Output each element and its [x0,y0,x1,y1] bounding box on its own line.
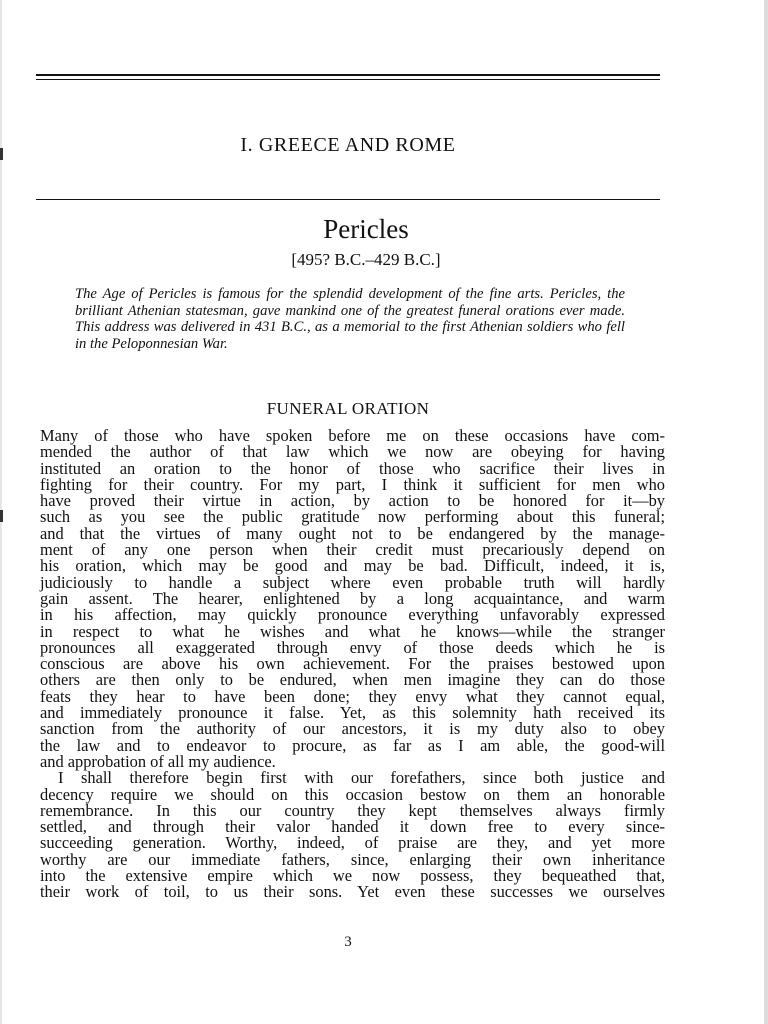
body-line: pronounces all exaggerated through envy of those deeds which he is [40,637,665,657]
body-line: succeeding generation. Worthy, indeed, of praise are they, and yet more [40,833,665,853]
body-line: sanction from the authority of our ancestors, it is my duty also to obey [40,719,665,739]
article-dates: [495? B.C.–429 B.C.] [291,250,441,269]
body-line: ment of any one person when their credit must precariously depend on [40,540,665,560]
body-line: instituted an oration to the honor of those who sacrifice their lives in [40,458,665,478]
body-line: into the extensive empire which we now possess, they bequeathed that, [40,866,665,886]
body-line: and approbation of all my audience. [40,751,276,771]
page-number: 3 [344,934,352,950]
body-line: mended the author of that law which we now are obeying for having [40,442,665,462]
body-line: and that the virtues of many ought not to be endangered by the manage- [40,523,665,543]
article-title: Pericles [323,214,409,244]
body-line: Many of those who have spoken before me on these occasions have com- [40,426,665,445]
body-line: conscious are above his own achievement. For the praises bestowed upon [40,654,665,674]
body-line: and immediately pronounce it false. Yet, as this solemnity hath received its [40,703,665,723]
body-line: the law and to endeavor to procure, as far as I am able, the good-will [40,735,665,755]
body-line: judiciously to handle a subject where even probable truth will hardly [40,572,665,592]
body-line: remembrance. In this our country they kept themselves always firmly [40,800,665,820]
article-intro: The Age of Pericles is famous for the splendid development of the fine arts. Pericles, the brilliant Athenian statesman, gave mankind one of the greatest funeral orations ever made. This address was delivered in 431 B.C., as a memorial to the first Athenian soldiers who fell in the Peloponnesian War. [75,286,625,352]
section-title: I. GREECE AND ROME [240,134,456,156]
body-text [40,428,665,901]
top-double-rule-thick [36,74,660,76]
section-divider-rule [36,199,660,200]
subheading: FUNERAL ORATION [266,399,430,418]
body-line: fighting for their country. For my part, I think it sufficient for men who [40,474,665,494]
body-line: have proved their virtue in action, by action to be honored for it—by [40,491,665,511]
body-line: their work of toil, to us their sons. Yet even these successes we ourselves [40,882,665,902]
body-line: in his affection, may quickly pronounce everything unfavorably expressed [40,605,665,625]
body-line: settled, and through their valor handed it down free to every since- [40,817,665,837]
body-line: gain assent. The hearer, enlightened by a long acquaintance, and warm [40,588,665,608]
body-line: decency require we should on this occasion bestow on them an honorable [40,784,665,804]
body-line: such as you see the public gratitude now performing about this funeral; [40,507,665,527]
body-line: in respect to what he wishes and what he knows—while the stranger [40,621,665,641]
body-line: I shall therefore begin first with our forefathers, since both justice and [58,768,665,788]
body-line: worthy are our immediate fathers, since, enlarging their own inheritance [40,849,665,869]
body-line: his oration, which may be good and may be bad. Difficult, indeed, it is, [40,556,665,576]
margin-mark [0,510,3,522]
top-double-rule-thin [36,79,660,80]
body-line: others are then only to be endured, when men imagine they can do those [40,670,665,690]
margin-mark [0,148,3,160]
body-line: feats they hear to have been done; they envy what they cannot equal, [40,686,665,706]
scan-edge-right [764,0,768,1024]
